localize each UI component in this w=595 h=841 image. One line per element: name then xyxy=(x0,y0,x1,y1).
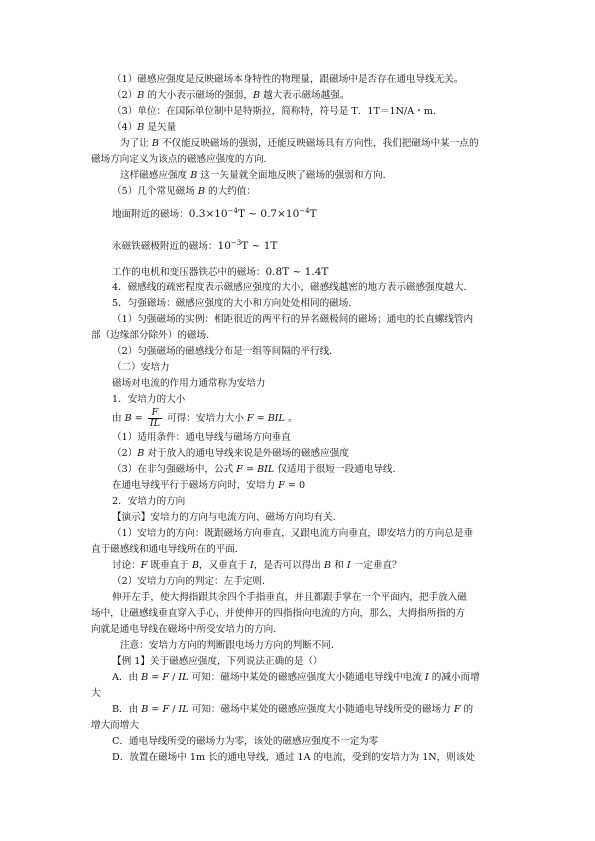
option-a-continued: 大 xyxy=(91,688,101,699)
text-line: 地面附近的磁场：$0.3\times 10^{-4}T$ ~ $0.7\times 10^{-4}T$ xyxy=(112,206,317,220)
formula-line: 由 B = $\frac{F}{IL}$ 可得：安培力大小 F = BIL 。 xyxy=(112,407,298,429)
text-line: 永磁铁磁极附近的磁场：$10^{-3}T$ ~ 1T xyxy=(112,238,278,252)
text-line: （2）B 的大小表示磁场的强弱，B 越大表示磁场越强。 xyxy=(112,90,350,101)
text-line: 讨论：F 既垂直于 B，又垂直于 I，是否可以得出 B 和 I 一定垂直？ xyxy=(112,560,402,571)
text-line: （2）匀强磁场的磁感线分布是一组等间隔的平行线． xyxy=(112,346,339,357)
text-line: 工作的电机和变压器铁芯中的磁场：0.8T ~ 1.4T xyxy=(112,266,329,278)
option-b: B．由 B = F / IL 可知：磁场中某处的磁感应强度大小随通电导线所受的磁场力 F 的 xyxy=(112,704,474,715)
option-a: A．由 B = F / IL 可知：磁场中某处的磁感应强度大小随通电导线中电流 I 的减小而增 xyxy=(112,672,480,683)
text-line: 【演示】安培力的方向与电流方向、磁场方向均有关． xyxy=(112,512,343,523)
text-line: 伸开左手，使大拇指跟其余四个手指垂直，并且都跟手掌在一个平面内，把手放入磁 xyxy=(112,592,467,603)
text-line: （1）匀强磁场的实例：相距很近的两平行的异名磁极间的磁场；通电的长直螺线管内 xyxy=(112,314,474,325)
text-line: 为了让 B 不仅能反映磁场的强弱，还能反映磁场具有方向性，我们把磁场中某一点的 xyxy=(120,138,479,149)
text-line: 在通电导线平行于磁场方向时，安培力 F = 0 xyxy=(112,480,306,491)
text-line: 部（边缘部分除外）的磁场． xyxy=(91,330,216,341)
text-line: 向就是通电导线在磁场中所受安培力的方向． xyxy=(91,624,283,635)
text-line: 场中，让磁感线垂直穿入手心，并使伸开的四指指向电流的方向，那么，大拇指所指的方 xyxy=(91,608,466,619)
option-c: C．通电导线所受的磁场力为零，该处的磁感应强度不一定为零 xyxy=(112,736,379,747)
text-line: （5）几个常见磁场 B 的大约值： xyxy=(112,186,256,197)
text-line: （1）适用条件：通电导线与磁场方向垂直 xyxy=(112,432,291,443)
option-d: D．放置在磁场中 1m 长的通电导线，通过 1A 的电流，受到的安培力为 1N，则该处 xyxy=(112,752,476,763)
text-line: （2）安培力方向的判定：左手定则． xyxy=(112,576,272,587)
section-heading: （二）安培力 xyxy=(112,362,170,373)
text-line: （3）在非匀强磁场中，公式 F = BIL 仅适用于很短一段通电导线． xyxy=(112,464,403,475)
text-line: （1）安培力的方向：既跟磁场方向垂直，又跟电流方向垂直，即安培力的方向总是垂 xyxy=(112,528,474,539)
text-line: 磁场方向定义为该点的磁感应强度的方向． xyxy=(91,154,274,165)
text-line: （3）单位：在国际单位制中是特斯拉，简称特，符号是 T．1T＝1N/A・m． xyxy=(112,106,443,117)
option-b-continued: 增大而增大 xyxy=(91,720,139,731)
text-line: （2）B 对于放入的通电导线来说是外磁场的磁感应强度 xyxy=(112,448,349,459)
fraction: $\frac{F}{IL}$ xyxy=(149,407,161,429)
subsection-heading: 2．安培力的方向 xyxy=(112,496,186,507)
text-line: 注意：安培力方向的判断跟电场力方向的判断不同． xyxy=(120,640,341,651)
subsection-heading: 1．安培力的大小 xyxy=(112,394,186,405)
text-line: 磁场对电流的作用力通常称为安培力 xyxy=(112,378,266,389)
text-line: （1）磁感应强度是反映磁场本身特性的物理量，跟磁场中是否存在通电导线无关。 xyxy=(112,74,464,85)
text-line: 这样磁感应强度 B 这一矢量就全面地反映了磁场的强弱和方向． xyxy=(120,170,393,181)
text-line: 4．磁感线的疏密程度表示磁感应强度的大小，磁感线越密的地方表示磁感强度越大． xyxy=(112,282,474,293)
text-line: 直于磁感线和通电导线所在的平面． xyxy=(91,544,245,555)
text-line: 5．匀强磁场：磁感应强度的大小和方向处处相同的磁场． xyxy=(112,298,358,309)
example-heading: 【例 1】关于磁感应强度，下列说法正确的是（） xyxy=(112,656,323,667)
text-line: （4）B 是矢量 xyxy=(112,122,177,133)
